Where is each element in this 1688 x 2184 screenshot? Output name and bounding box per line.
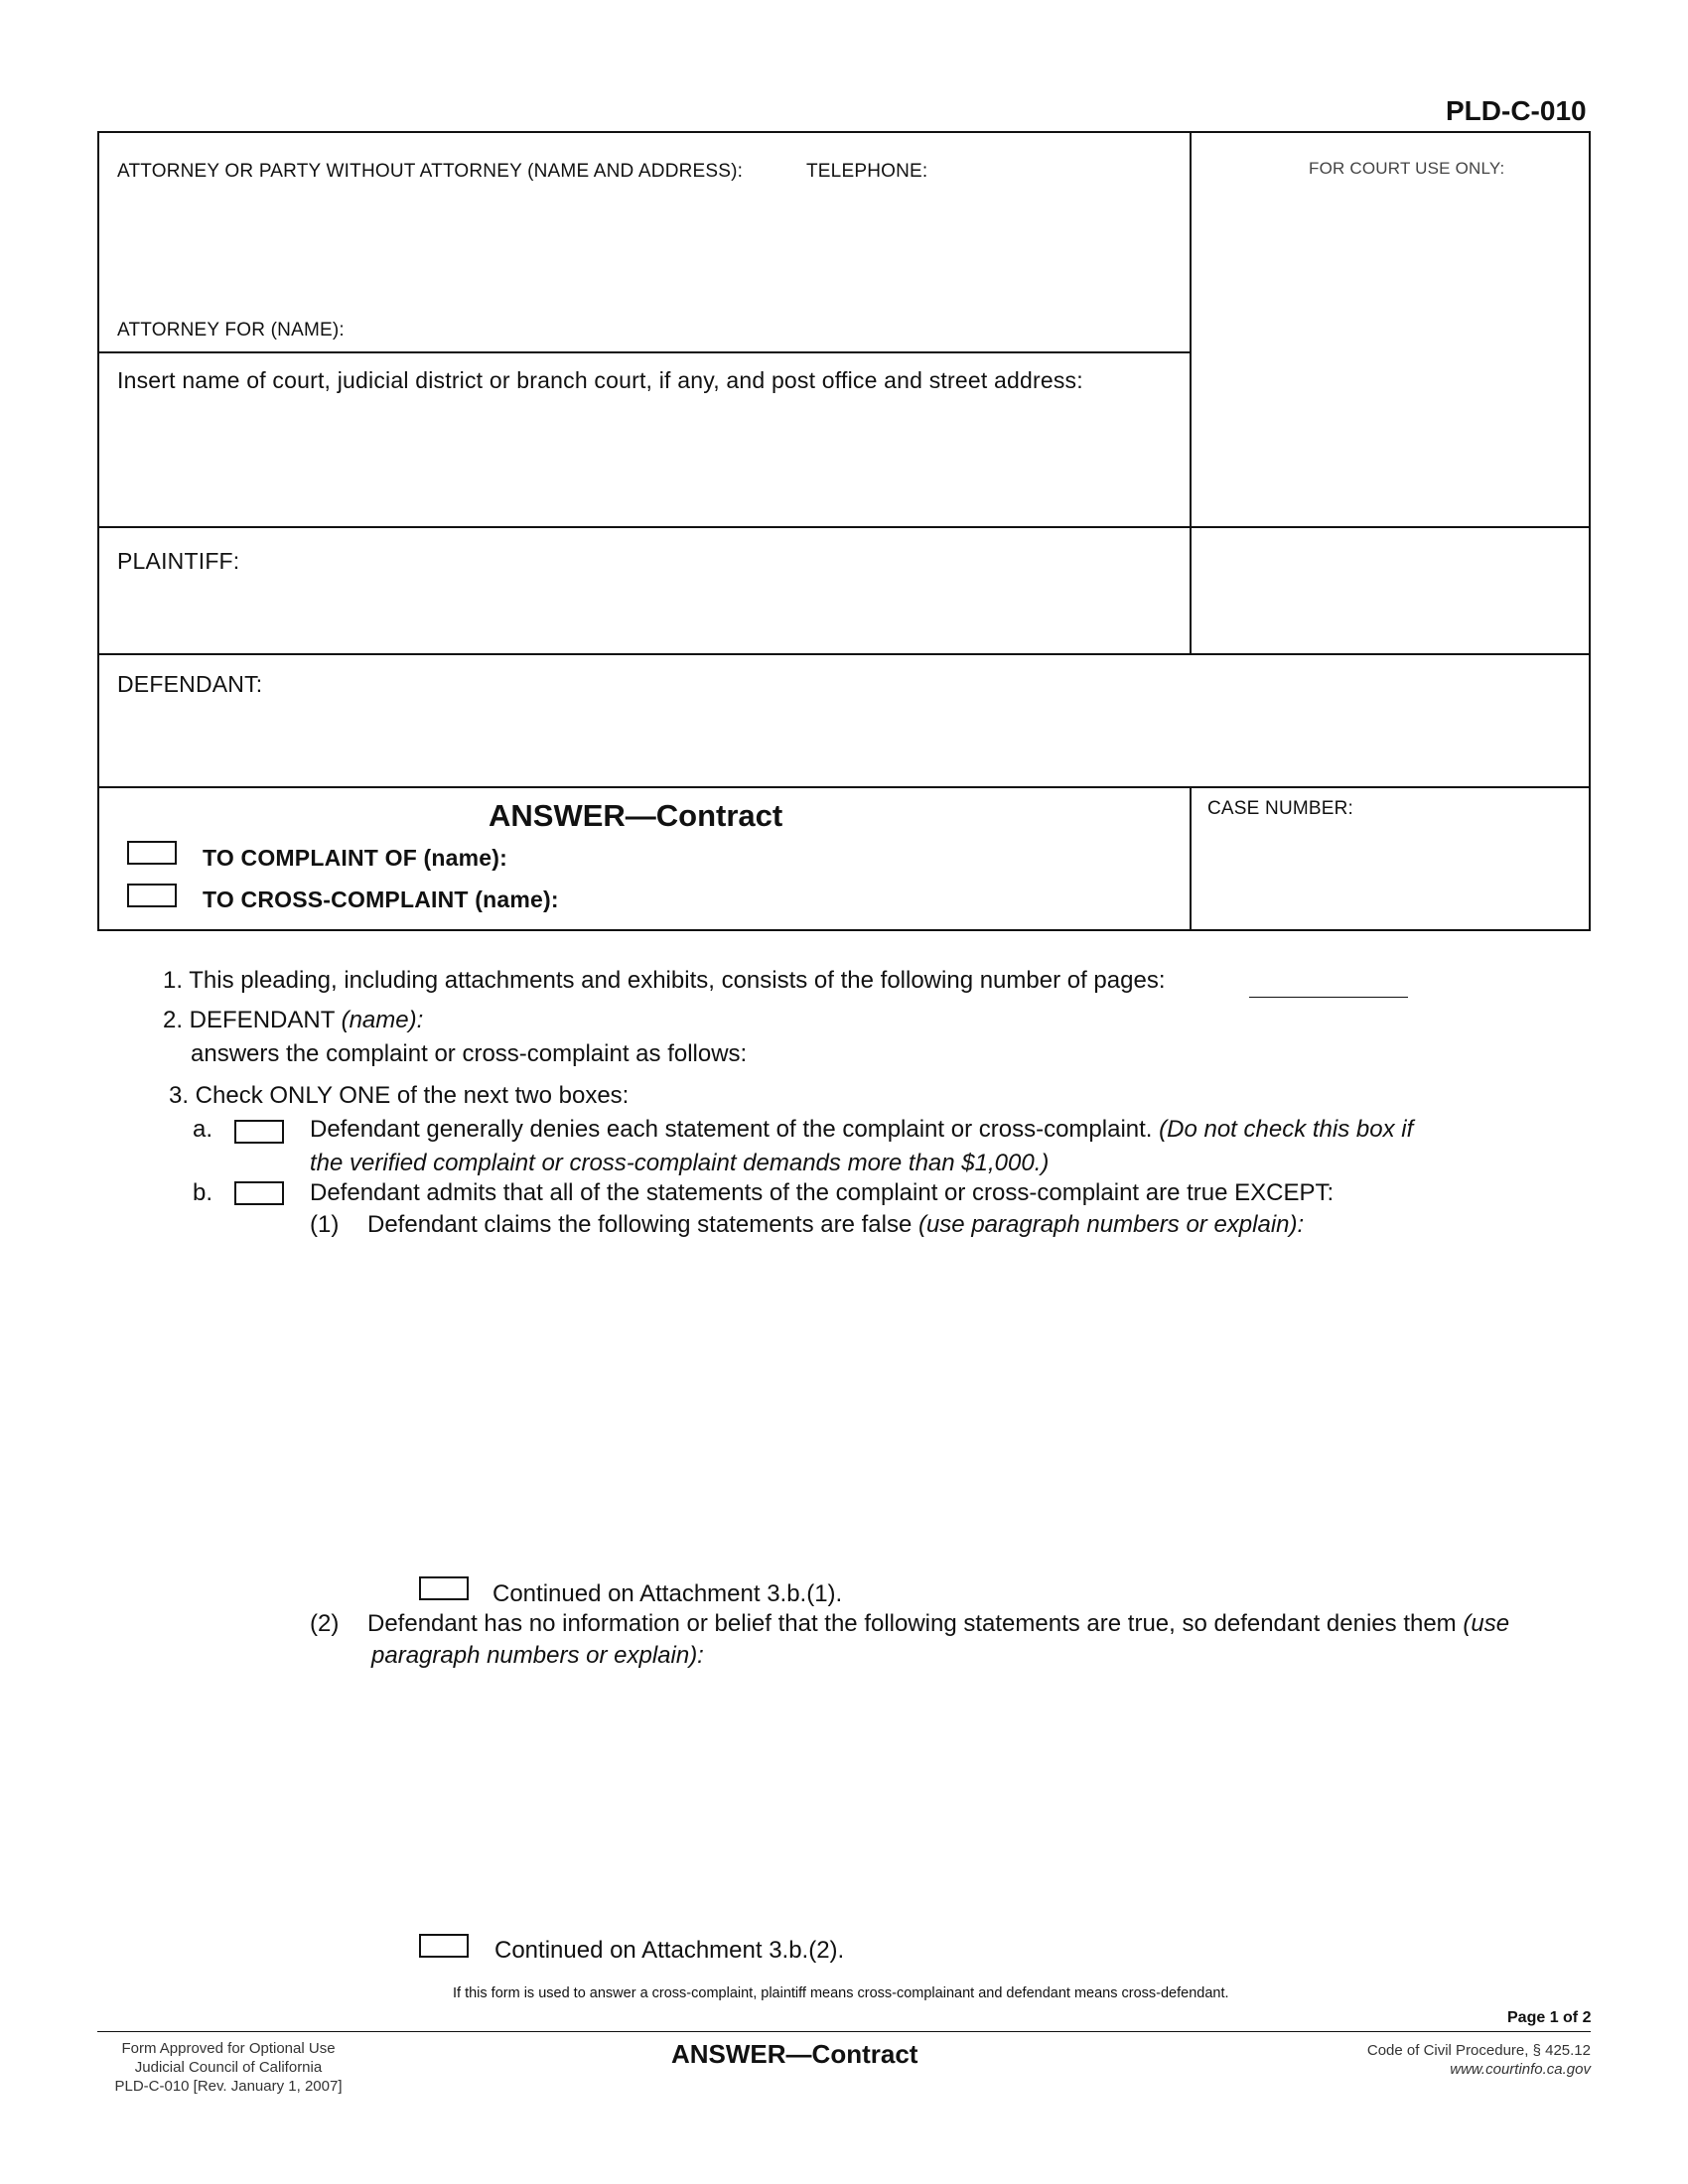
approval-line-2: Judicial Council of California (134, 2059, 323, 2076)
defendant-label: DEFENDANT: (117, 671, 263, 697)
footer-title: ANSWER—Contract (671, 2039, 918, 2069)
item-3a-note: (Do not check this box if (1159, 1116, 1414, 1143)
item-3b-text: Defendant admits that all of the statements of the complaint or cross-complaint are true EXCEPT: (310, 1179, 1335, 1206)
form-id: PLD-C-010 (1446, 95, 1587, 126)
plaintiff-box[interactable] (97, 526, 1192, 655)
approval-line-3: PLD-C-010 [Rev. January 1, 2007] (114, 2078, 343, 2095)
item-3-text: 3. Check ONLY ONE of the next two boxes: (169, 1082, 630, 1109)
sub-1-line (367, 1211, 1304, 1239)
court-use-label: FOR COURT USE ONLY: (1309, 159, 1505, 178)
telephone-label: TELEPHONE: (806, 161, 928, 182)
code-citation: Code of Civil Procedure, § 425.12 (1366, 2042, 1591, 2059)
to-cross-complaint-label: TO CROSS-COMPLAINT (name): (203, 887, 559, 912)
form-title: ANSWER—Contract (489, 798, 783, 833)
to-cross-complaint-checkbox[interactable] (127, 884, 177, 907)
sub-2-line (367, 1610, 1509, 1638)
item-2-name-hint: (name): (341, 1007, 424, 1033)
continued-1-checkbox[interactable] (419, 1576, 469, 1600)
to-complaint-checkbox[interactable] (127, 841, 177, 865)
sub-2-marker: (2) (310, 1610, 340, 1637)
code-block (1241, 2041, 1591, 2079)
court-use-box[interactable] (1190, 131, 1591, 528)
case-number-label: CASE NUMBER: (1207, 798, 1354, 819)
item-2-answers: answers the complaint or cross-complaint as follows: (191, 1040, 748, 1067)
approval-block (97, 2039, 359, 2096)
page-number: Page 1 of 2 (1507, 2009, 1592, 2026)
item-3a-checkbox[interactable] (234, 1120, 284, 1144)
item-3a-marker: a. (193, 1116, 213, 1143)
plaintiff-label: PLAINTIFF: (117, 548, 240, 574)
court-use-lower-box (1190, 526, 1591, 655)
attorney-label: ATTORNEY OR PARTY WITHOUT ATTORNEY (NAME AND ADDRESS): (117, 161, 744, 182)
sub-1-hint: (use paragraph numbers or explain): (917, 1211, 1305, 1238)
continued-1-text: Continued on Attachment 3.b.(1). (492, 1580, 843, 1607)
approval-line-1: Form Approved for Optional Use (121, 2040, 336, 2057)
sub-2-answer-area[interactable] (367, 1678, 1559, 1926)
website-link[interactable]: www.courtinfo.ca.gov (1450, 2061, 1591, 2078)
page-count-field[interactable] (1249, 997, 1408, 998)
item-1-text: 1. This pleading, including attachments and exhibits, consists of the following number of pages: (163, 967, 1166, 994)
sub-2-text: Defendant has no information or belief that the following statements are true, so defendant denies them (367, 1610, 1457, 1637)
sub-1-text: Defendant claims the following statements are false (367, 1211, 913, 1238)
sub-1-answer-area[interactable] (367, 1247, 1559, 1565)
attorney-for-label: ATTORNEY FOR (NAME): (117, 320, 345, 341)
item-3a-line1 (310, 1116, 1413, 1144)
court-name-label: Insert name of court, judicial district or branch court, if any, and post office and street address: (117, 367, 1083, 393)
sub-1-marker: (1) (310, 1211, 340, 1238)
sub-2-hint: (use (1463, 1610, 1510, 1637)
sub-2-hint-2: paragraph numbers or explain): (371, 1642, 704, 1669)
footer-note: If this form is used to answer a cross-complaint, plaintiff means cross-complainant and defendant means cross-defendant. (453, 1985, 1229, 2001)
footer-rule (97, 2031, 1591, 2032)
item-3a-note-2: the verified complaint or cross-complaint demands more than $1,000.) (310, 1150, 1050, 1176)
item-2-label: 2. DEFENDANT (163, 1007, 335, 1033)
to-complaint-label: TO COMPLAINT OF (name): (203, 845, 508, 871)
item-3a-text: Defendant generally denies each statement of the complaint or cross-complaint. (310, 1116, 1153, 1143)
continued-2-checkbox[interactable] (419, 1934, 469, 1958)
defendant-box[interactable] (97, 653, 1591, 788)
item-2-lead (163, 1007, 423, 1034)
continued-2-text: Continued on Attachment 3.b.(2). (494, 1937, 845, 1964)
item-3b-marker: b. (193, 1179, 213, 1206)
item-3b-checkbox[interactable] (234, 1181, 284, 1205)
